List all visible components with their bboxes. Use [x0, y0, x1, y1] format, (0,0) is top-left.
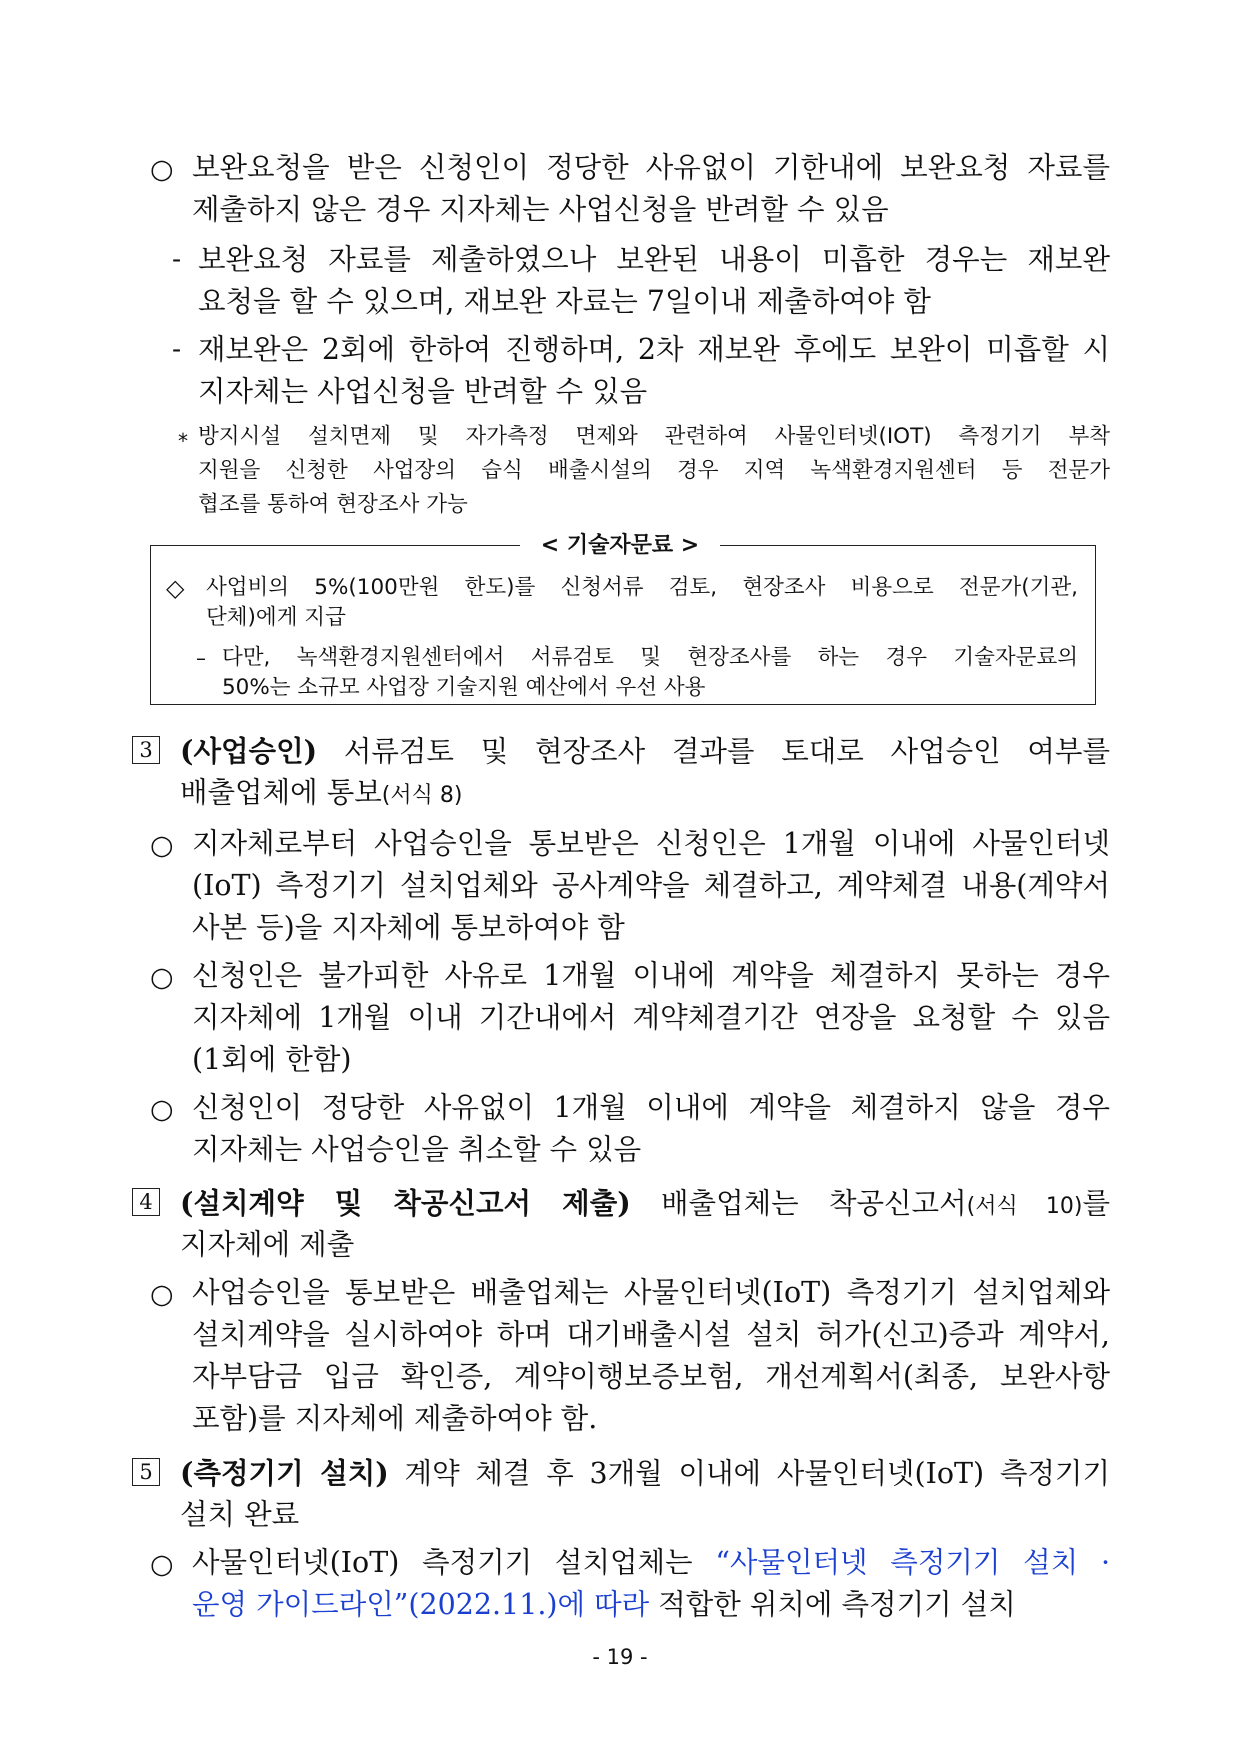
step-heading-line	[180, 773, 1110, 813]
paragraph-line: 설치계약을 실시하여야 하며 대기배출시설 설치 허가(신고)증과 계약서,	[192, 1318, 1110, 1351]
circle-bullet: ○	[150, 154, 174, 185]
paragraph-line: 자부담금 입금 확인증, 계약이행보증보험, 개선계획서(최종, 보완사항	[192, 1360, 1110, 1393]
paragraph-line: (1회에 한함)	[192, 1043, 352, 1076]
paragraph-line	[192, 1543, 1110, 1583]
dash-bullet: -	[172, 334, 182, 365]
paragraph-line: 지자체는 사업승인을 취소할 수 있음	[192, 1133, 642, 1166]
box-line: 50%는 소규모 사업장 기술지원 예산에서 우선 사용	[222, 675, 706, 700]
paragraph-line: 요청을 할 수 있으며, 재보완 자료는 7일이내 제출하여야 함	[198, 285, 931, 318]
step-text: 배출업체는 착공신고서	[661, 1187, 967, 1220]
step-number-box: 3	[132, 736, 160, 764]
step-title: (사업승인)	[180, 734, 318, 768]
box-line: 다만, 녹색환경지원센터에서 서류검토 및 현장조사를 하는 경우 기술자문료의	[222, 645, 1078, 670]
en-dash-bullet: –	[196, 646, 206, 670]
step-text: 서류검토 및 현장조사 결과를 토대로 사업승인 여부를	[343, 735, 1110, 768]
paragraph-line: 보완요청 자료를 제출하였으나 보완된 내용이 미흡한 경우는 재보완	[198, 243, 1110, 276]
box-line: 단체)에게 지급	[206, 605, 346, 630]
circle-bullet: ○	[150, 1549, 174, 1580]
paragraph-line: 제출하지 않은 경우 지자체는 사업신청을 반려할 수 있음	[192, 193, 889, 226]
guideline-link[interactable]: 운영 가이드라인”(2022.11.)에 따라	[192, 1588, 650, 1621]
circle-bullet: ○	[150, 1094, 174, 1125]
form-reference: (서식 10)	[966, 1194, 1083, 1219]
step-text: 계약 체결 후 3개월 이내에 사물인터넷(IoT) 측정기기	[404, 1457, 1110, 1490]
note-line: 지원을 신청한 사업장의 습식 배출시설의 경우 지역 녹색환경지원센터 등 전문가	[198, 458, 1110, 483]
box-line: 사업비의 5%(100만원 한도)를 신청서류 검토, 현장조사 비용으로 전문가(기관,	[206, 575, 1078, 600]
form-reference: (서식 8)	[381, 783, 463, 808]
tech-advisory-title: < 기술자문료 >	[520, 530, 720, 562]
note-line: 방지시설 설치면제 및 자가측정 면제와 관련하여 사물인터넷(IOT) 측정기기 부착	[198, 424, 1110, 449]
diamond-bullet: ◇	[166, 574, 185, 602]
paragraph-line	[192, 1585, 1110, 1625]
step-heading-line: 설치 완료	[180, 1498, 300, 1531]
circle-bullet: ○	[150, 1279, 174, 1310]
step-number-box: 5	[132, 1458, 160, 1486]
step-title: (설치계약 및 착공신고서 제출)	[180, 1186, 631, 1220]
step-heading-line	[180, 1453, 1110, 1494]
page-number: - 19 -	[592, 1645, 648, 1669]
dash-bullet: -	[172, 244, 182, 275]
step-heading-line	[180, 731, 1110, 772]
paragraph-line: (IoT) 측정기기 설치업체와 공사계약을 체결하고, 계약체결 내용(계약서	[192, 869, 1110, 902]
circle-bullet: ○	[150, 830, 174, 861]
paragraph-line: 사업승인을 통보받은 배출업체는 사물인터넷(IoT) 측정기기 설치업체와	[192, 1276, 1110, 1309]
step-text: 배출업체에 통보	[180, 776, 382, 809]
paragraph-line: 지자체에 1개월 이내 기간내에서 계약체결기간 연장을 요청할 수 있음	[192, 1001, 1110, 1034]
paragraph-line: 포함)를 지자체에 제출하여야 함.	[192, 1402, 598, 1435]
step-heading-line	[180, 1183, 1110, 1224]
paragraph-line: 사본 등)을 지자체에 통보하여야 함	[192, 911, 625, 944]
paragraph-line: 보완요청을 받은 신청인이 정당한 사유없이 기한내에 보완요청 자료를	[192, 151, 1110, 184]
paragraph-line: 지자체는 사업신청을 반려할 수 있음	[198, 375, 648, 408]
paragraph-line: 신청인이 정당한 사유없이 1개월 이내에 계약을 체결하지 않을 경우	[192, 1091, 1110, 1124]
paragraph-line: 신청인은 불가피한 사유로 1개월 이내에 계약을 체결하지 못하는 경우	[192, 959, 1110, 992]
step-text: 를	[1082, 1187, 1111, 1220]
circle-bullet: ○	[150, 962, 174, 993]
note-line: 협조를 통하여 현장조사 가능	[198, 492, 468, 517]
note-asterisk: *	[178, 429, 188, 453]
step-title: (측정기기 설치)	[180, 1456, 389, 1490]
paragraph-text: 적합한 위치에 측정기기 설치	[658, 1588, 1016, 1621]
paragraph-line: 재보완은 2회에 한하여 진행하며, 2차 재보완 후에도 보완이 미흡할 시	[198, 333, 1110, 366]
paragraph-line: 지자체로부터 사업승인을 통보받은 신청인은 1개월 이내에 사물인터넷	[192, 827, 1110, 860]
step-number-box: 4	[132, 1188, 160, 1216]
paragraph-text: 사물인터넷(IoT) 측정기기 설치업체는	[192, 1546, 693, 1579]
step-heading-line: 지자체에 제출	[180, 1228, 355, 1261]
guideline-link[interactable]: “사물인터넷 측정기기 설치 ·	[715, 1546, 1111, 1579]
